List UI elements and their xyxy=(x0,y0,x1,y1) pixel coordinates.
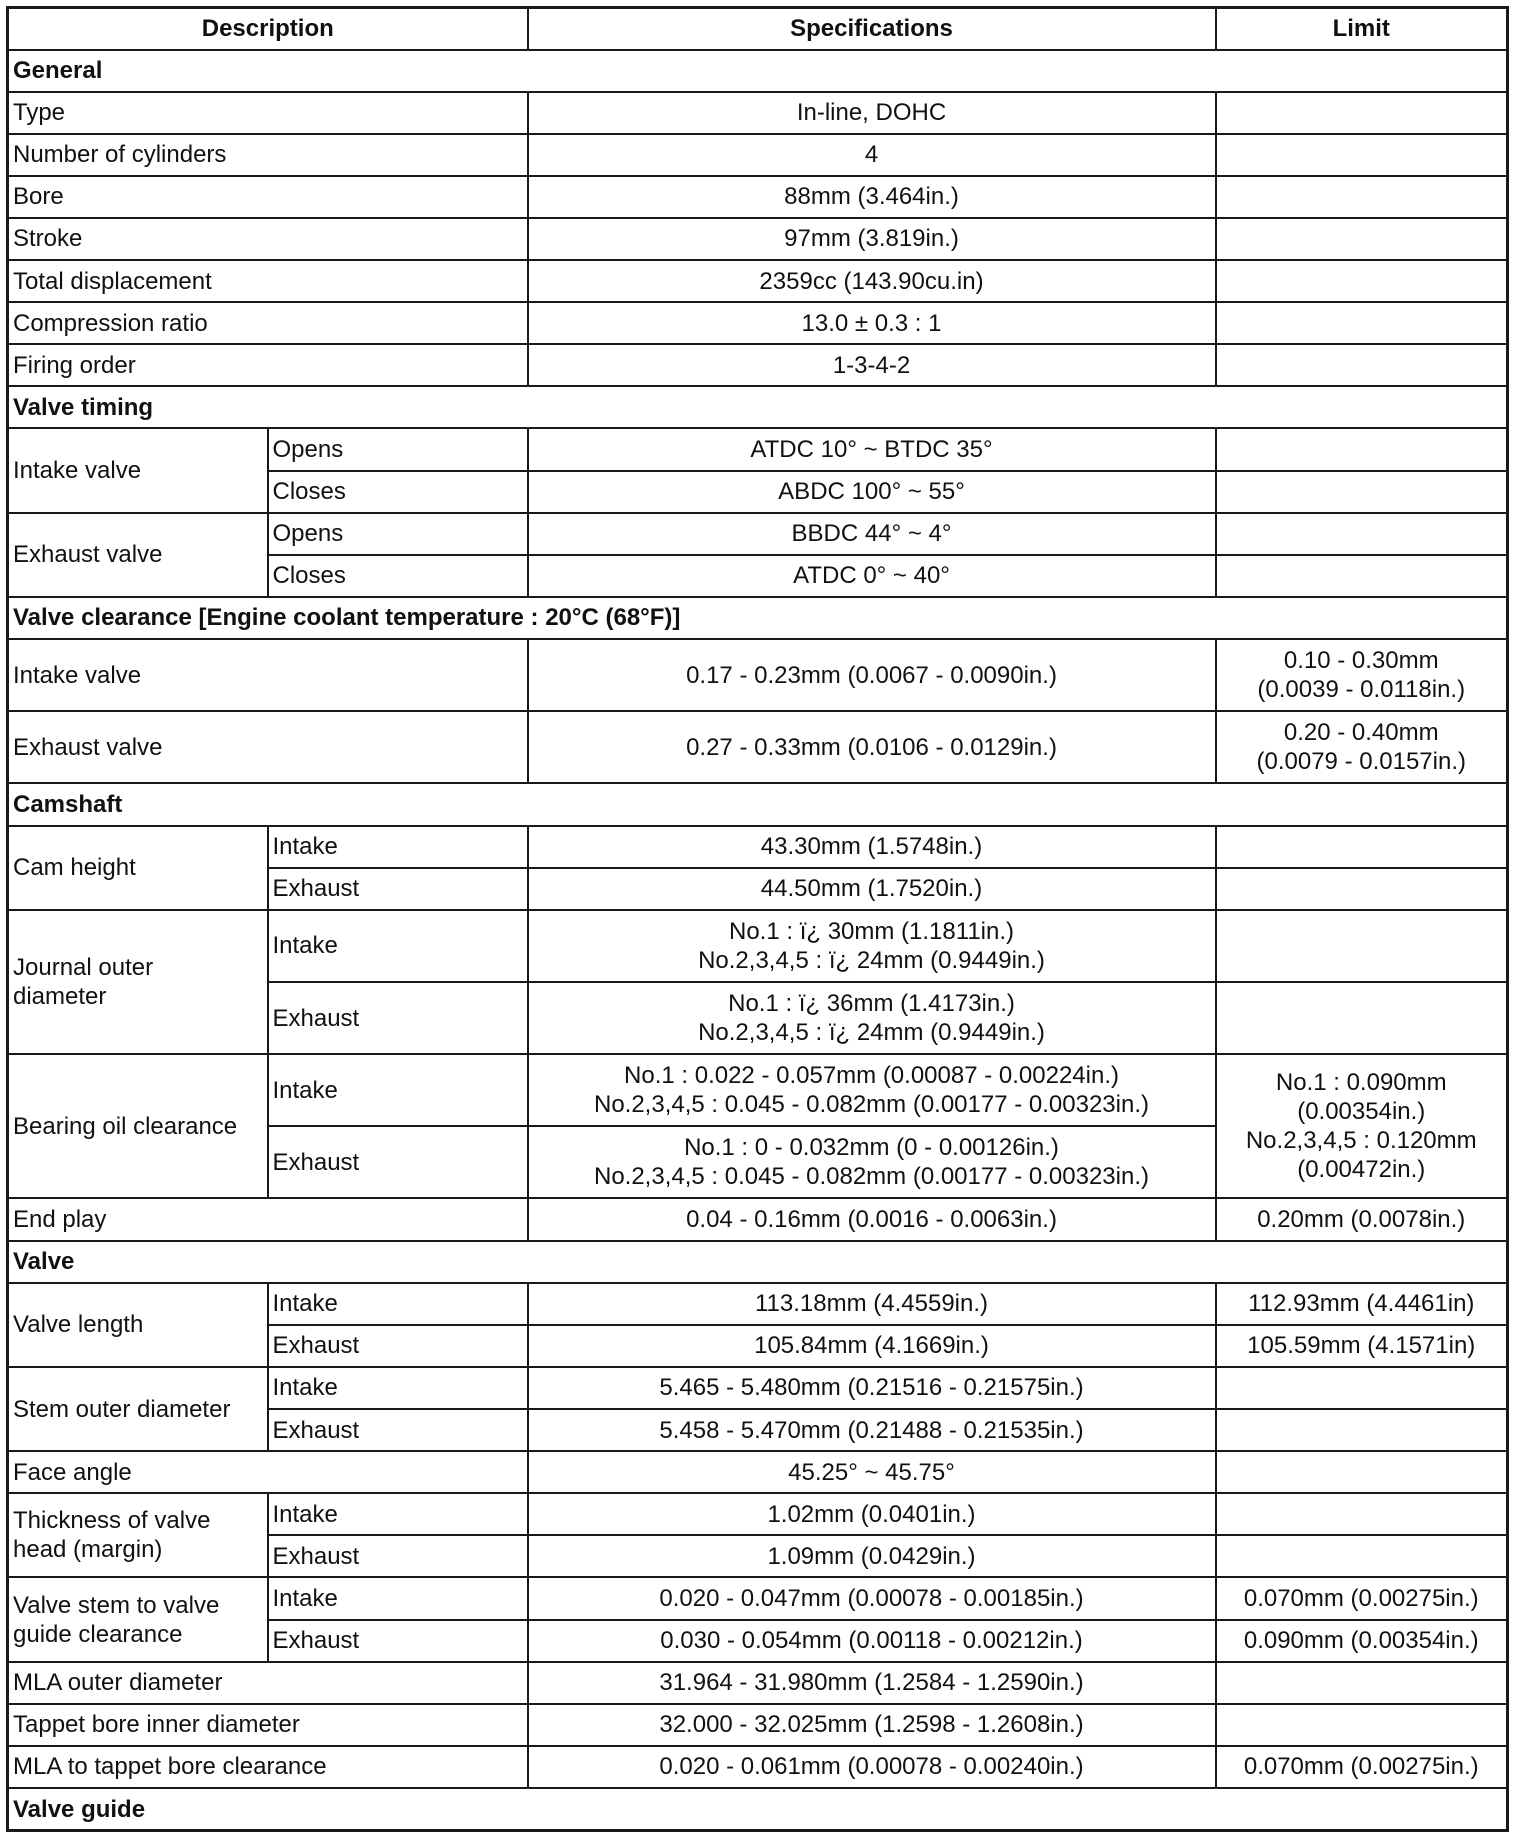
table-row xyxy=(8,826,1508,868)
row-label xyxy=(8,1493,268,1577)
spec-line: No.1 : ï¿ 30mm (1.1811in.) xyxy=(729,917,1014,945)
row-sublabel: Intake xyxy=(268,826,528,868)
row-sublabel: Closes xyxy=(268,471,528,513)
table-row xyxy=(8,134,1508,176)
row-spec: In-line, DOHC xyxy=(528,92,1216,134)
row-label: Intake valve xyxy=(8,428,268,512)
row-sublabel: Opens xyxy=(268,513,528,555)
row-spec xyxy=(528,982,1216,1054)
row-sublabel: Exhaust xyxy=(268,1535,528,1577)
spec-line: No.1 : 0.022 - 0.057mm (0.00087 - 0.00224in.) xyxy=(624,1062,1119,1090)
row-spec: 0.17 - 0.23mm (0.0067 - 0.0090in.) xyxy=(528,639,1216,711)
limit-line: (0.0039 - 0.0118in.) xyxy=(1257,676,1466,704)
row-limit xyxy=(1216,826,1508,868)
row-spec: ATDC 10° ~ BTDC 35° xyxy=(528,428,1216,470)
row-spec: 4 xyxy=(528,134,1216,176)
row-label: End play xyxy=(8,1198,528,1240)
row-spec: 105.84mm (4.1669in.) xyxy=(528,1325,1216,1367)
row-label xyxy=(8,910,268,1054)
row-sublabel: Intake xyxy=(268,910,528,982)
row-limit xyxy=(1216,1535,1508,1577)
row-sublabel: Closes xyxy=(268,555,528,597)
table-row xyxy=(8,1662,1508,1704)
label-line: diameter xyxy=(13,982,107,1010)
row-spec: 97mm (3.819in.) xyxy=(528,218,1216,260)
row-spec: BBDC 44° ~ 4° xyxy=(528,513,1216,555)
spec-line: No.2,3,4,5 : 0.045 - 0.082mm (0.00177 - 0.00323in.) xyxy=(593,1163,1149,1191)
row-label: MLA to tappet bore clearance xyxy=(8,1746,528,1788)
row-sublabel: Intake xyxy=(268,1367,528,1409)
row-limit xyxy=(1216,1054,1508,1198)
row-spec: 45.25° ~ 45.75° xyxy=(528,1451,1216,1493)
row-label: Intake valve xyxy=(8,639,528,711)
row-spec: 13.0 ± 0.3 : 1 xyxy=(528,302,1216,344)
section-title: Valve guide xyxy=(8,1788,1508,1830)
row-limit xyxy=(1216,910,1508,982)
row-limit xyxy=(1216,134,1508,176)
table-row xyxy=(8,1367,1508,1409)
limit-line: No.2,3,4,5 : 0.120mm xyxy=(1245,1127,1477,1155)
row-spec xyxy=(528,1126,1216,1198)
engine-spec-table xyxy=(6,6,1509,1832)
limit-line: (0.0079 - 0.0157in.) xyxy=(1256,748,1466,776)
table-row xyxy=(8,1451,1508,1493)
table-row xyxy=(8,513,1508,555)
header-specifications: Specifications xyxy=(528,8,1216,50)
table-row xyxy=(8,1198,1508,1240)
section-title: Camshaft xyxy=(8,783,1508,825)
table-row xyxy=(8,260,1508,302)
row-label: Total displacement xyxy=(8,260,528,302)
row-limit xyxy=(1216,428,1508,470)
section-general xyxy=(8,50,1508,92)
table-row xyxy=(8,344,1508,386)
row-sublabel: Intake xyxy=(268,1577,528,1619)
label-line: head (margin) xyxy=(13,1536,163,1564)
label-line: Journal outer xyxy=(13,953,154,981)
section-valve-clearance xyxy=(8,597,1508,639)
row-spec: 5.465 - 5.480mm (0.21516 - 0.21575in.) xyxy=(528,1367,1216,1409)
table-row xyxy=(8,639,1508,711)
row-label: Exhaust valve xyxy=(8,513,268,597)
table-row xyxy=(8,1577,1508,1619)
row-label: Stem outer diameter xyxy=(8,1367,268,1451)
row-spec: 88mm (3.464in.) xyxy=(528,176,1216,218)
label-line: Valve stem to valve xyxy=(13,1591,220,1619)
table-row xyxy=(8,428,1508,470)
table-row xyxy=(8,218,1508,260)
section-valve-timing xyxy=(8,386,1508,428)
row-spec: 0.030 - 0.054mm (0.00118 - 0.00212in.) xyxy=(528,1620,1216,1662)
row-limit xyxy=(1216,176,1508,218)
spec-line: No.2,3,4,5 : 0.045 - 0.082mm (0.00177 - 0.00323in.) xyxy=(593,1091,1149,1119)
row-label: Bore xyxy=(8,176,528,218)
row-limit: 0.070mm (0.00275in.) xyxy=(1216,1577,1508,1619)
row-limit xyxy=(1216,1451,1508,1493)
row-label: Tappet bore inner diameter xyxy=(8,1704,528,1746)
row-label: Type xyxy=(8,92,528,134)
row-spec: 0.04 - 0.16mm (0.0016 - 0.0063in.) xyxy=(528,1198,1216,1240)
row-spec: 5.458 - 5.470mm (0.21488 - 0.21535in.) xyxy=(528,1409,1216,1451)
row-limit: 0.090mm (0.00354in.) xyxy=(1216,1620,1508,1662)
header-description: Description xyxy=(8,8,528,50)
row-limit: 105.59mm (4.1571in) xyxy=(1216,1325,1508,1367)
row-limit xyxy=(1216,555,1508,597)
row-label: Exhaust valve xyxy=(8,711,528,783)
row-limit xyxy=(1216,1409,1508,1451)
row-spec: 1.09mm (0.0429in.) xyxy=(528,1535,1216,1577)
row-sublabel: Intake xyxy=(268,1493,528,1535)
row-sublabel: Intake xyxy=(268,1283,528,1325)
table-row xyxy=(8,1493,1508,1535)
row-label: Firing order xyxy=(8,344,528,386)
row-spec: 43.30mm (1.5748in.) xyxy=(528,826,1216,868)
row-spec xyxy=(528,910,1216,982)
table-row xyxy=(8,1283,1508,1325)
table-row xyxy=(8,910,1508,982)
row-limit: 112.93mm (4.4461in) xyxy=(1216,1283,1508,1325)
row-label: MLA outer diameter xyxy=(8,1662,528,1704)
spec-line: No.2,3,4,5 : ï¿ 24mm (0.9449in.) xyxy=(698,1019,1045,1047)
table-row xyxy=(8,1054,1508,1126)
section-valve-guide xyxy=(8,1788,1508,1830)
row-label: Number of cylinders xyxy=(8,134,528,176)
row-spec: 1.02mm (0.0401in.) xyxy=(528,1493,1216,1535)
limit-line: 0.20 - 0.40mm xyxy=(1283,719,1439,747)
row-sublabel: Opens xyxy=(268,428,528,470)
row-label: Bearing oil clearance xyxy=(8,1054,268,1198)
row-limit xyxy=(1216,218,1508,260)
section-title: Valve clearance [Engine coolant temperature : 20°C (68°F)] xyxy=(8,597,1508,639)
row-spec: 0.020 - 0.061mm (0.00078 - 0.00240in.) xyxy=(528,1746,1216,1788)
row-limit: 0.20mm (0.0078in.) xyxy=(1216,1198,1508,1240)
row-spec: 2359cc (143.90cu.in) xyxy=(528,260,1216,302)
spec-line: No.2,3,4,5 : ï¿ 24mm (0.9449in.) xyxy=(698,946,1045,974)
row-limit xyxy=(1216,302,1508,344)
row-limit xyxy=(1216,1367,1508,1409)
row-label: Compression ratio xyxy=(8,302,528,344)
row-sublabel: Exhaust xyxy=(268,868,528,910)
row-limit xyxy=(1216,344,1508,386)
row-label: Face angle xyxy=(8,1451,528,1493)
spec-line: No.1 : 0 - 0.032mm (0 - 0.00126in.) xyxy=(684,1134,1059,1162)
row-spec: 0.020 - 0.047mm (0.00078 - 0.00185in.) xyxy=(528,1577,1216,1619)
row-sublabel: Exhaust xyxy=(268,982,528,1054)
row-spec: ATDC 0° ~ 40° xyxy=(528,555,1216,597)
row-spec: 44.50mm (1.7520in.) xyxy=(528,868,1216,910)
table-row xyxy=(8,1704,1508,1746)
row-limit xyxy=(1216,1493,1508,1535)
section-title: Valve timing xyxy=(8,386,1508,428)
row-spec: 113.18mm (4.4559in.) xyxy=(528,1283,1216,1325)
limit-line: (0.00354in.) xyxy=(1297,1098,1426,1126)
table-row xyxy=(8,302,1508,344)
limit-line: No.1 : 0.090mm xyxy=(1275,1069,1447,1097)
label-line: guide clearance xyxy=(13,1620,183,1648)
row-label: Valve length xyxy=(8,1283,268,1367)
row-limit xyxy=(1216,1704,1508,1746)
row-limit xyxy=(1216,513,1508,555)
row-limit xyxy=(1216,639,1508,711)
section-title: Valve xyxy=(8,1241,1508,1283)
section-camshaft xyxy=(8,783,1508,825)
row-spec: 32.000 - 32.025mm (1.2598 - 1.2608in.) xyxy=(528,1704,1216,1746)
row-sublabel: Intake xyxy=(268,1054,528,1126)
row-spec: 1-3-4-2 xyxy=(528,344,1216,386)
limit-line: 0.10 - 0.30mm xyxy=(1283,647,1439,675)
row-sublabel: Exhaust xyxy=(268,1620,528,1662)
row-sublabel: Exhaust xyxy=(268,1409,528,1451)
limit-line: (0.00472in.) xyxy=(1297,1156,1426,1184)
row-label: Stroke xyxy=(8,218,528,260)
row-sublabel: Exhaust xyxy=(268,1126,528,1198)
row-sublabel: Exhaust xyxy=(268,1325,528,1367)
row-spec: ABDC 100° ~ 55° xyxy=(528,471,1216,513)
row-limit xyxy=(1216,92,1508,134)
table-row xyxy=(8,92,1508,134)
row-spec xyxy=(528,1054,1216,1126)
section-title: General xyxy=(8,50,1508,92)
row-limit xyxy=(1216,868,1508,910)
table-row xyxy=(8,176,1508,218)
row-spec: 31.964 - 31.980mm (1.2584 - 1.2590in.) xyxy=(528,1662,1216,1704)
table-row xyxy=(8,711,1508,783)
row-limit xyxy=(1216,260,1508,302)
label-line: Thickness of valve xyxy=(13,1507,211,1535)
row-limit xyxy=(1216,982,1508,1054)
row-label xyxy=(8,1577,268,1661)
row-limit: 0.070mm (0.00275in.) xyxy=(1216,1746,1508,1788)
row-limit xyxy=(1216,471,1508,513)
row-limit xyxy=(1216,1662,1508,1704)
header-limit: Limit xyxy=(1216,8,1508,50)
row-label: Cam height xyxy=(8,826,268,910)
spec-line: No.1 : ï¿ 36mm (1.4173in.) xyxy=(728,990,1015,1018)
row-limit xyxy=(1216,711,1508,783)
header-row xyxy=(8,8,1508,50)
section-valve xyxy=(8,1241,1508,1283)
row-spec: 0.27 - 0.33mm (0.0106 - 0.0129in.) xyxy=(528,711,1216,783)
table-row xyxy=(8,1746,1508,1788)
